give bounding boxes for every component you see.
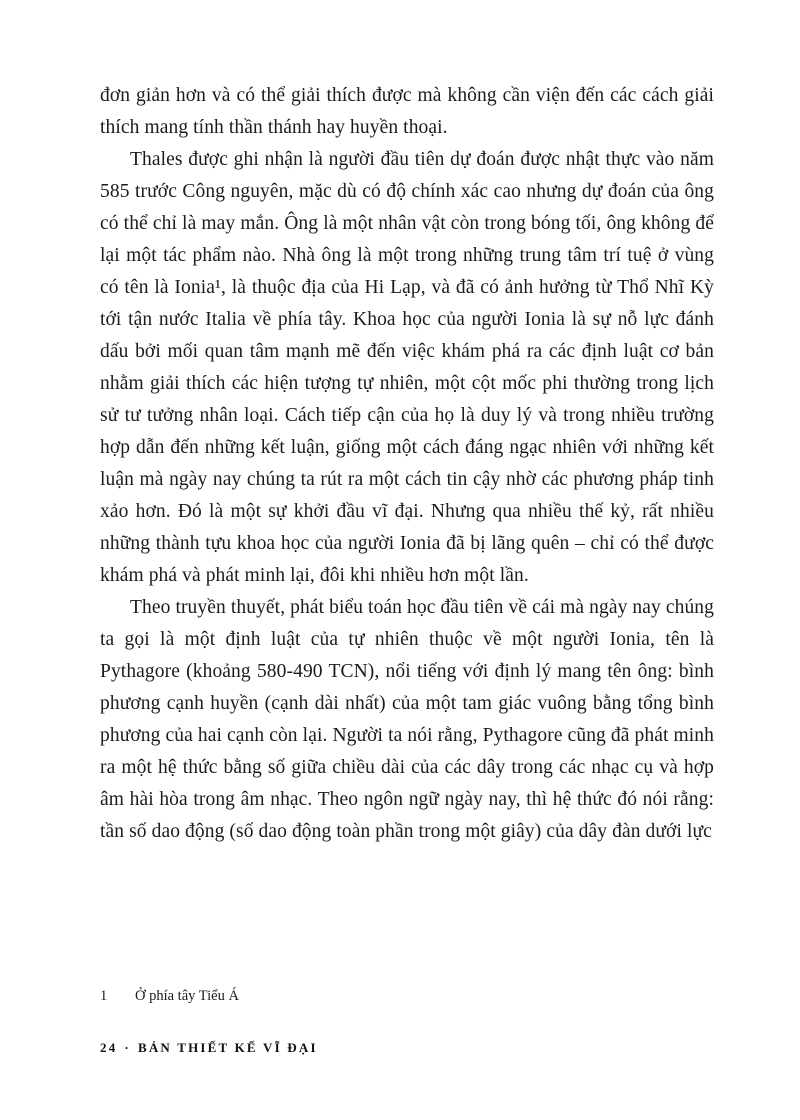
- footnote: [100, 986, 714, 1006]
- footnote-text: Ở phía tây Tiểu Á: [135, 988, 239, 1004]
- paragraph-thales: Thales được ghi nhận là người đầu tiên dự đoán được nhật thực vào năm 585 trước Công nguyên, mặc dù có độ chính xác cao nhưng dự đoán của ông có thể chỉ là may mắn. Ông là một nhân vật còn trong bóng tối, ông không để lại một tác phẩm nào. Nhà ông là một trong những trung tâm trí tuệ ở vùng có tên là Ionia¹, là thuộc địa của Hi Lạp, và đã có ảnh hưởng từ Thổ Nhĩ Kỳ tới tận nước Italia về phía tây. Khoa học của người Ionia là sự nỗ lực đánh dấu bởi mối quan tâm mạnh mẽ đến việc khám phá ra các định luật cơ bản nhằm giải thích các hiện tượng tự nhiên, một cột mốc phi thường trong lịch sử tư tưởng nhân loại. Cách tiếp cận của họ là duy lý và trong nhiều trường hợp dẫn đến những kết luận, giống một cách đáng ngạc nhiên với những kết luận mà ngày nay chúng ta rút ra một cách tin cậy nhờ các phương pháp tinh xảo hơn. Đó là một sự khởi đầu vĩ đại. Nhưng qua nhiều thế kỷ, rất nhiều những thành tựu khoa học của người Ionia đã bị lãng quên – chỉ có thể được khám phá và phát minh lại, đôi khi nhiều hơn một lần.: [100, 149, 714, 586]
- footer-separator: ·: [124, 1040, 131, 1055]
- footnote-marker: 1: [100, 988, 108, 1004]
- page-body: [100, 80, 714, 848]
- paragraph-pythagore: Theo truyền thuyết, phát biểu toán học đầu tiên về cái mà ngày nay chúng ta gọi là một định luật của tự nhiên thuộc về một người Ionia, tên là Pythagore (khoảng 580-490 TCN), nổi tiếng với định lý mang tên ông: bình phương cạnh huyền (cạnh dài nhất) của một tam giác vuông bằng tổng bình phương của hai cạnh còn lại. Người ta nói rằng, Pythagore cũng đã phát minh ra một hệ thức bằng số giữa chiều dài của các dây trong các nhạc cụ và hợp âm hài hòa trong âm nhạc. Theo ngôn ngữ ngày nay, thì hệ thức đó nói rằng: tần số dao động (số dao động toàn phần trong một giây) của dây đàn dưới lực: [100, 597, 714, 842]
- page-number: 24: [100, 1040, 118, 1055]
- page-footer: [100, 1040, 318, 1056]
- book-title: BẢN THIẾT KẾ VĨ ĐẠI: [137, 1040, 318, 1055]
- paragraph-continuation: đơn giản hơn và có thể giải thích được mà không cần viện đến các cách giải thích mang tính thần thánh hay huyền thoại.: [100, 85, 714, 138]
